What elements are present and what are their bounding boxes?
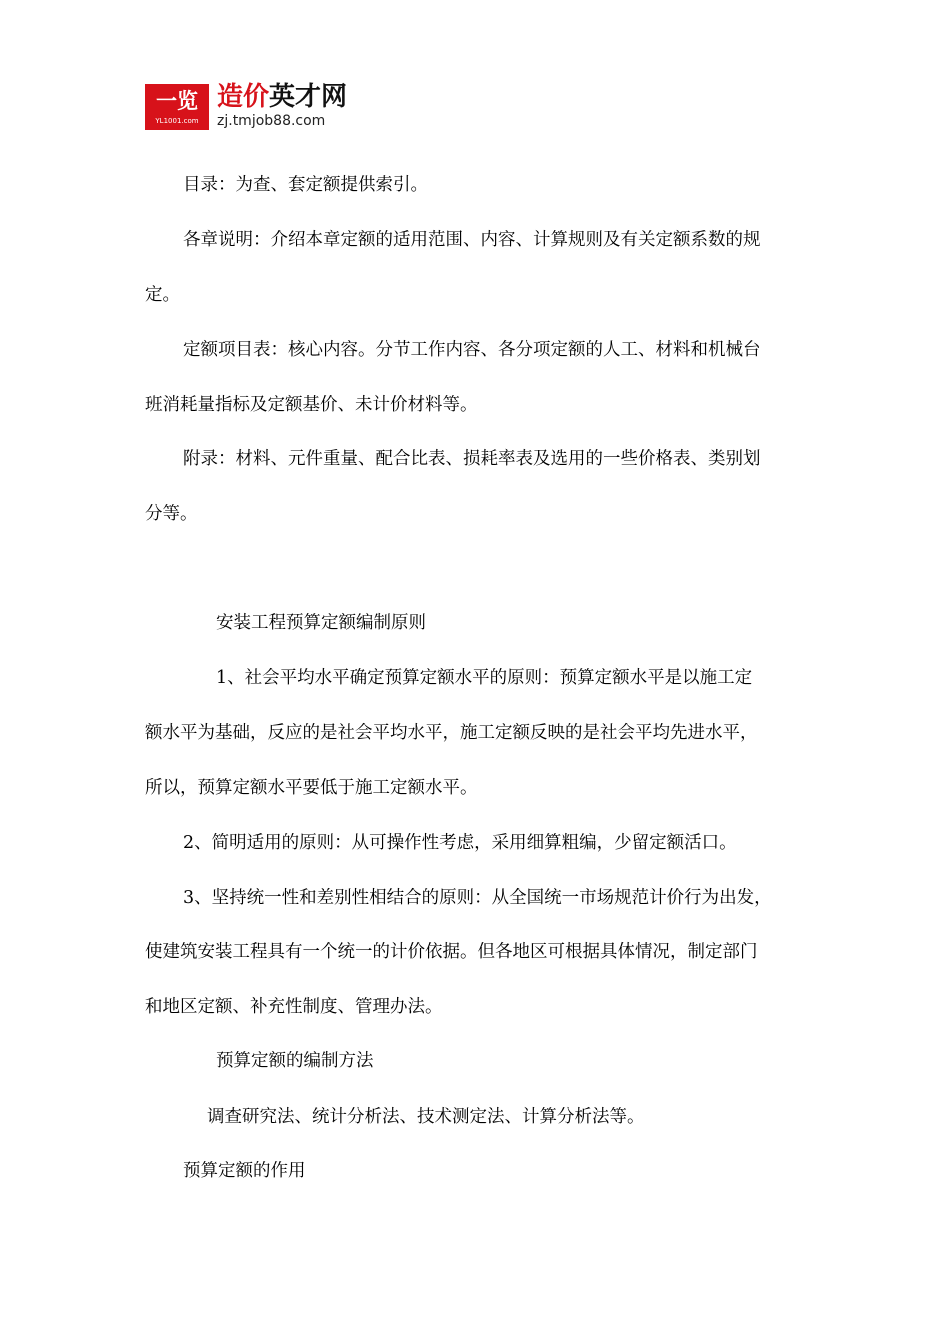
paragraph-line: 3、坚持统一性和差别性相结合的原则：从全国统一市场规范计价行为出发， <box>183 888 772 908</box>
paragraph-line: 调查研究法、统计分析法、技术测定法、计算分析法等。 <box>207 1107 645 1127</box>
paragraph-line: 2、简明适用的原则：从可操作性考虑，采用细算粗编，少留定额活口。 <box>183 833 737 853</box>
paragraph-line: 定额项目表：核心内容。分节工作内容、各分项定额的人工、材料和机械台 <box>183 340 761 360</box>
paragraph-line: 分等。 <box>145 504 198 524</box>
logo-url: zj.tmjob88.com <box>217 113 326 129</box>
paragraph-line: 附录：材料、元件重量、配合比表、损耗率表及选用的一些价格表、类别划 <box>183 449 761 469</box>
logo-badge <box>145 84 209 130</box>
section-heading: 预算定额的作用 <box>183 1161 306 1181</box>
paragraph-line: 1、社会平均水平确定预算定额水平的原则：预算定额水平是以施工定 <box>216 668 753 688</box>
paragraph-line: 使建筑安装工程具有一个统一的计价依据。但各地区可根据具体情况，制定部门 <box>145 942 758 962</box>
logo-badge-domain: YL1001.com <box>155 117 199 125</box>
logo-name-red: 造价 <box>217 82 270 112</box>
logo-name-black: 英才网 <box>269 82 348 112</box>
logo-name <box>217 82 347 112</box>
site-logo <box>145 82 385 132</box>
paragraph-line: 班消耗量指标及定额基价、未计价材料等。 <box>145 395 478 415</box>
section-heading: 预算定额的编制方法 <box>216 1051 374 1071</box>
paragraph-line: 定。 <box>145 285 180 305</box>
paragraph-line: 和地区定额、补充性制度、管理办法。 <box>145 997 443 1017</box>
section-heading: 安装工程预算定额编制原则 <box>216 613 426 633</box>
paragraph-line: 目录：为查、套定额提供索引。 <box>183 175 428 195</box>
paragraph-line: 各章说明：介绍本章定额的适用范围、内容、计算规则及有关定额系数的规 <box>183 230 761 250</box>
logo-badge-text: 一览 <box>156 89 198 113</box>
paragraph-line: 所以，预算定额水平要低于施工定额水平。 <box>145 778 478 798</box>
paragraph-line: 额水平为基础，反应的是社会平均水平，施工定额反映的是社会平均先进水平， <box>145 723 758 743</box>
